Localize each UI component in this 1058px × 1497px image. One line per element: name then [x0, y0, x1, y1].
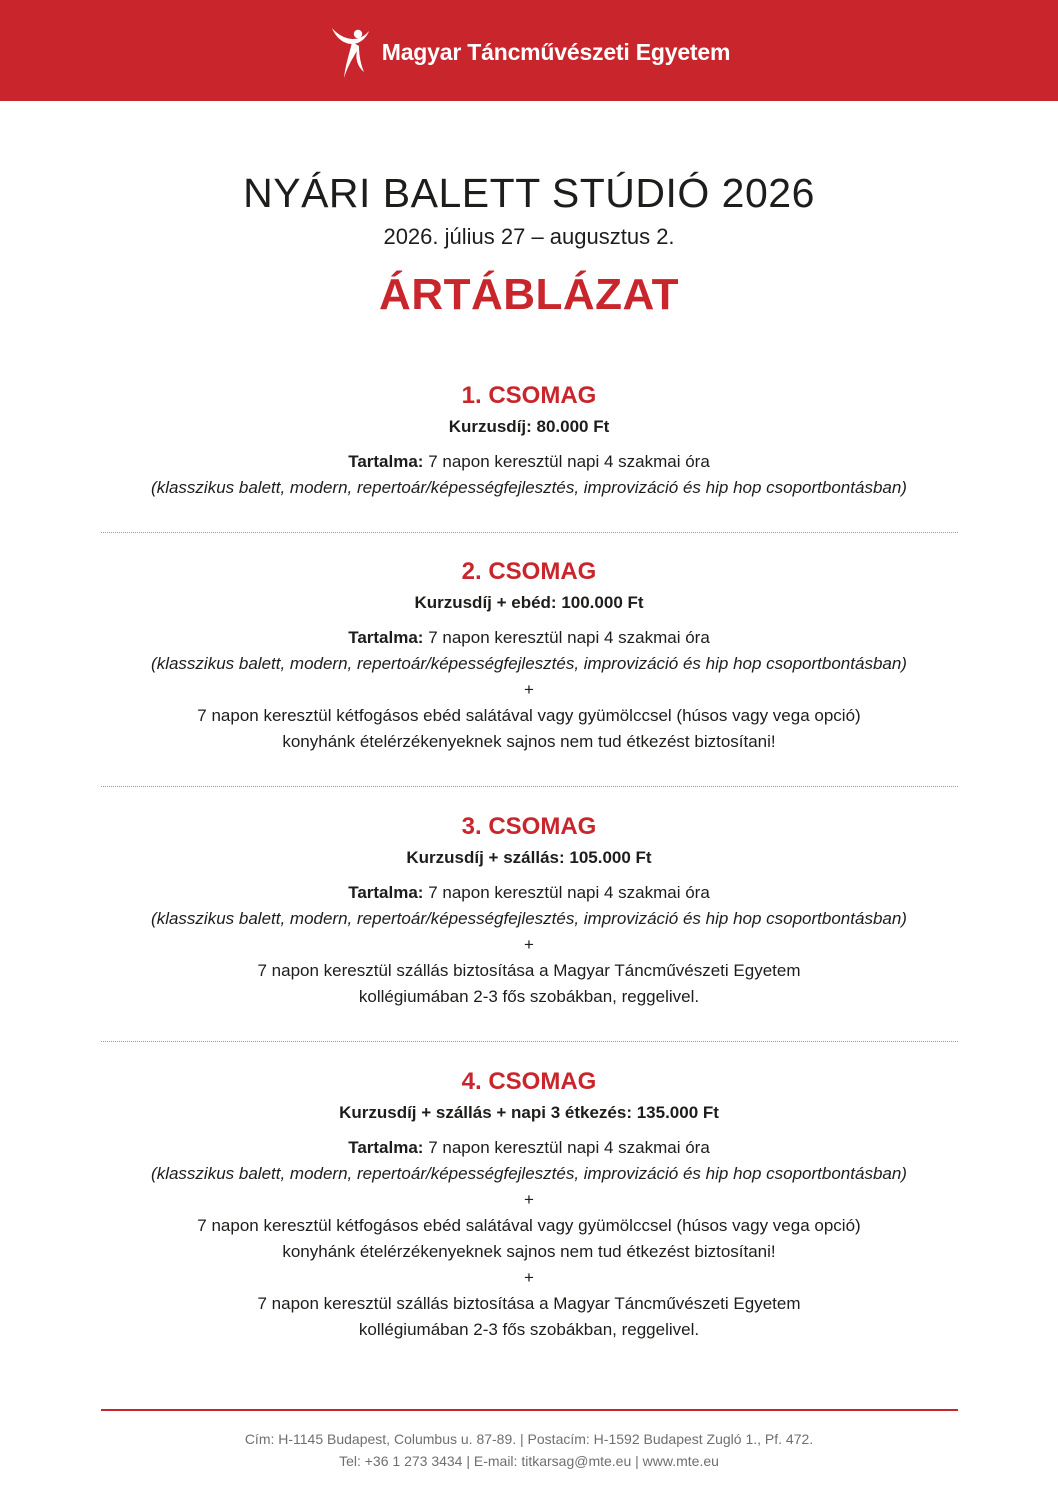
package-3	[0, 810, 1058, 1010]
package-1	[0, 379, 1058, 501]
plus-sign: +	[524, 935, 534, 954]
package-contents: Tartalma: 7 napon keresztül napi 4 szakmai óra	[348, 1138, 710, 1157]
package-price: Kurzusdíj + ebéd: 100.000 Ft	[414, 593, 644, 612]
price-table-heading: ÁRTÁBLÁZAT	[379, 270, 679, 319]
footer-address: Cím: H-1145 Budapest, Columbus u. 87-89. | Postacím: H-1592 Budapest Zugló 1., Pf. 472.	[244, 1431, 814, 1447]
package-contents: Tartalma: 7 napon keresztül napi 4 szakmai óra	[348, 628, 710, 647]
plus-sign: +	[524, 1190, 534, 1209]
dancer-logo-icon	[328, 22, 374, 80]
event-dates: 2026. július 27 – augusztus 2.	[383, 224, 675, 249]
footer-divider	[101, 1409, 958, 1411]
package-contents-detail: (klasszikus balett, modern, repertoár/képességfejlesztés, improvizáció és hip hop csoportbontásban)	[151, 909, 907, 928]
package-extra-line: konyhánk ételérzékenyeknek sajnos nem tud étkezést biztosítani!	[282, 732, 776, 751]
package-4	[0, 1065, 1058, 1343]
package-2	[0, 555, 1058, 755]
package-extra-line: 7 napon keresztül szállás biztosítása a Magyar Táncművészeti Egyetem	[257, 1294, 801, 1313]
package-price: Kurzusdíj + szállás + napi 3 étkezés: 135.000 Ft	[339, 1103, 719, 1122]
package-title: 1. CSOMAG	[461, 382, 597, 409]
header-bar	[0, 0, 1058, 101]
brand	[0, 22, 1058, 80]
package-price: Kurzusdíj: 80.000 Ft	[448, 417, 610, 436]
package-extra-line: konyhánk ételérzékenyeknek sajnos nem tud étkezést biztosítani!	[282, 1242, 776, 1261]
package-title: 2. CSOMAG	[461, 558, 597, 585]
package-extra-line: kollégiumában 2-3 fős szobákban, reggelivel.	[358, 1320, 700, 1339]
package-title: 3. CSOMAG	[461, 813, 597, 840]
footer-contact: Tel: +36 1 273 3434 | E-mail: titkarsag@mte.eu | www.mte.eu	[339, 1453, 719, 1469]
package-contents-detail: (klasszikus balett, modern, repertoár/képességfejlesztés, improvizáció és hip hop csoportbontásban)	[151, 654, 907, 673]
package-contents: Tartalma: 7 napon keresztül napi 4 szakmai óra	[348, 452, 710, 471]
divider	[101, 532, 958, 533]
package-title: 4. CSOMAG	[461, 1068, 597, 1095]
package-extra-line: 7 napon keresztül kétfogásos ebéd salátával vagy gyümölccsel (húsos vagy vega opció)	[197, 706, 861, 725]
divider	[101, 786, 958, 787]
brand-name: Magyar Táncművészeti Egyetem	[381, 38, 731, 65]
package-contents-detail: (klasszikus balett, modern, repertoár/képességfejlesztés, improvizáció és hip hop csoportbontásban)	[151, 1164, 907, 1183]
package-extra-line: kollégiumában 2-3 fős szobákban, reggelivel.	[358, 987, 700, 1006]
package-extra-line: 7 napon keresztül szállás biztosítása a Magyar Táncművészeti Egyetem	[257, 961, 801, 980]
plus-sign: +	[524, 1268, 534, 1287]
divider	[101, 1041, 958, 1042]
plus-sign: +	[524, 680, 534, 699]
page-title: NYÁRI BALETT STÚDIÓ 2026	[243, 170, 815, 216]
package-price: Kurzusdíj + szállás: 105.000 Ft	[406, 848, 652, 867]
package-contents-detail: (klasszikus balett, modern, repertoár/képességfejlesztés, improvizáció és hip hop csoportbontásban)	[151, 478, 907, 497]
package-extra-line: 7 napon keresztül kétfogásos ebéd salátával vagy gyümölccsel (húsos vagy vega opció)	[197, 1216, 861, 1235]
package-contents: Tartalma: 7 napon keresztül napi 4 szakmai óra	[348, 883, 710, 902]
